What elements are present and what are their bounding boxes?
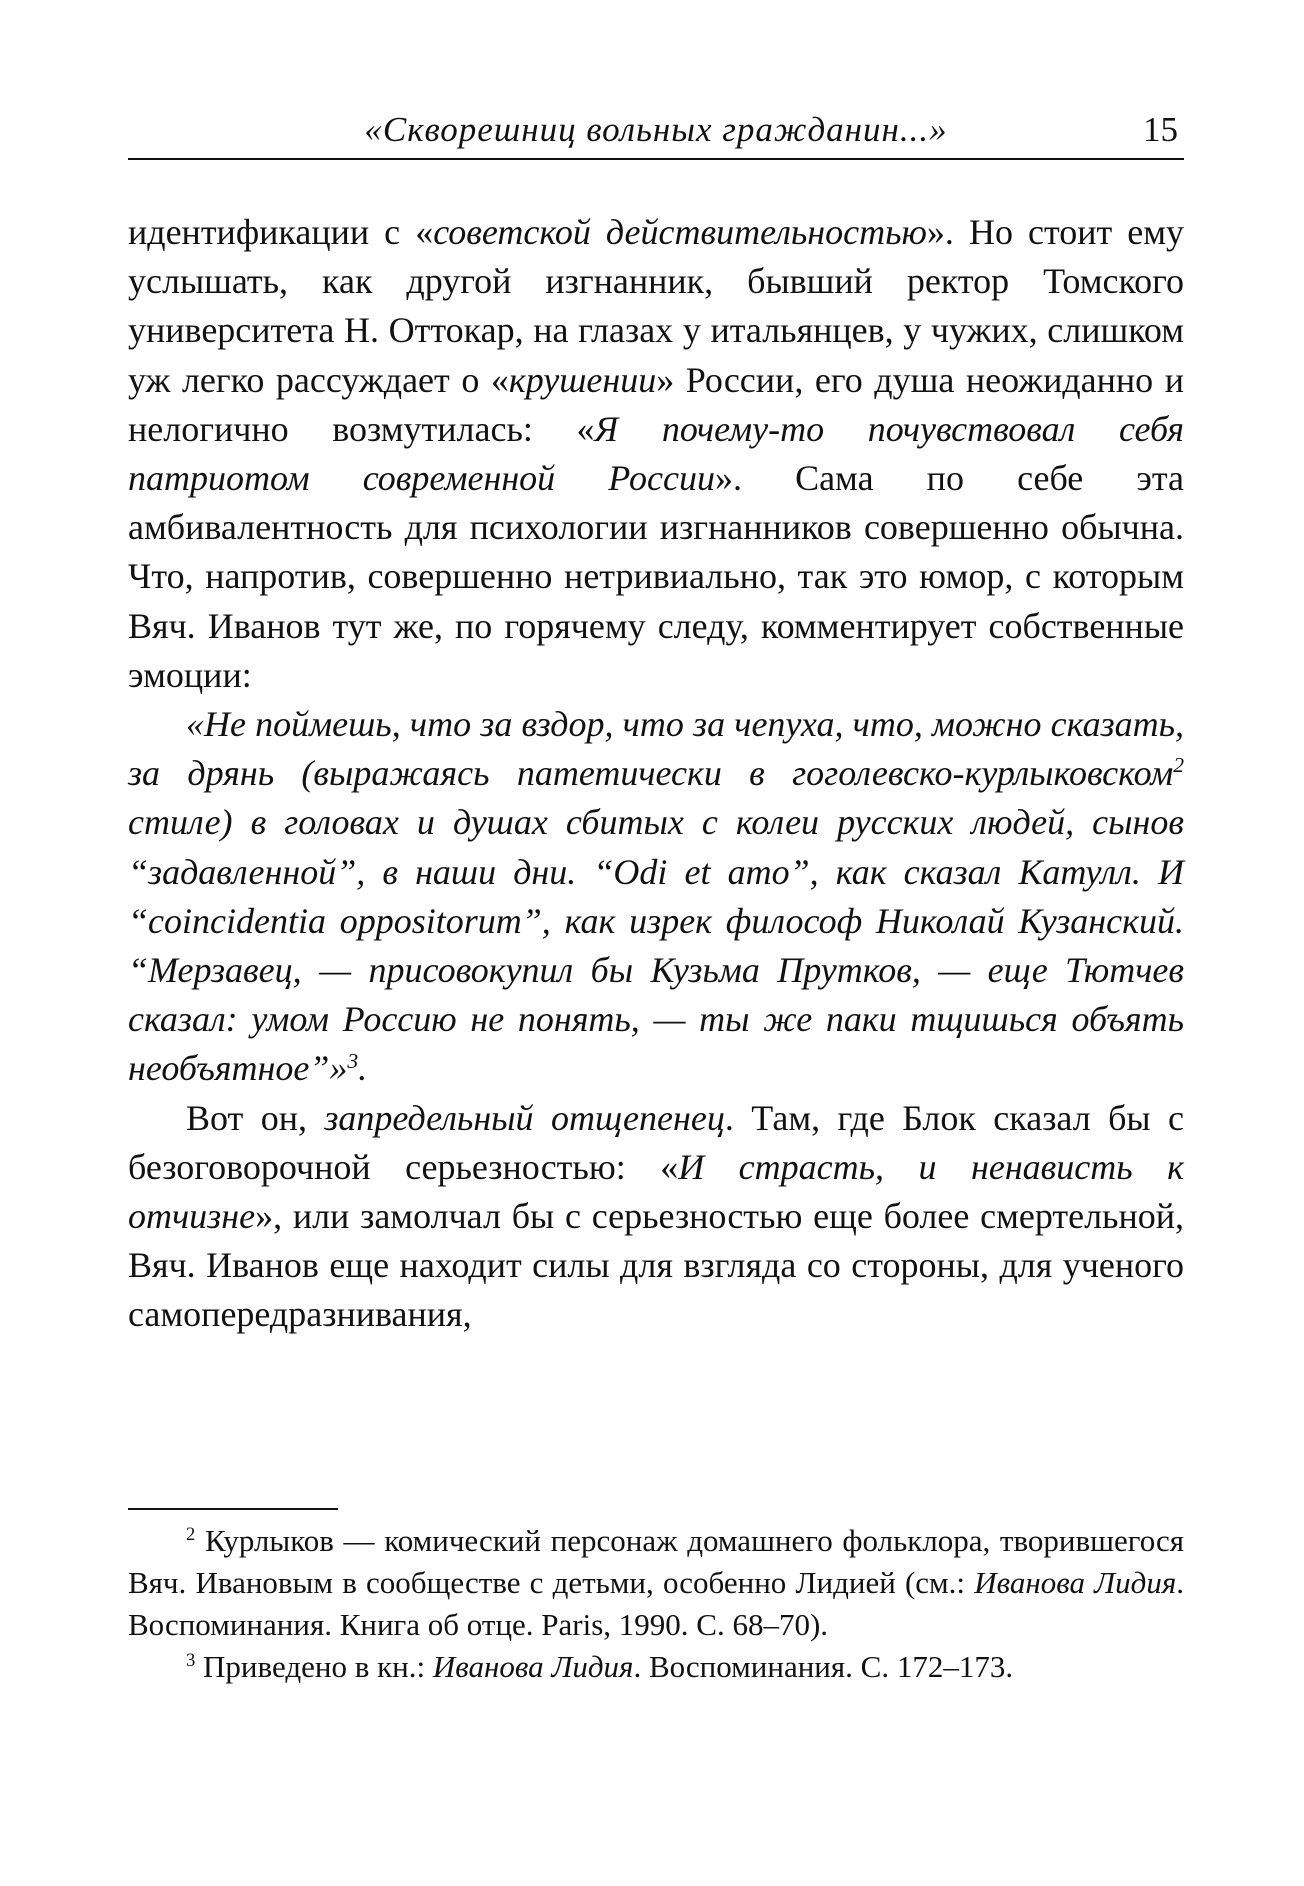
quote-text: . <box>358 1048 368 1089</box>
footnote-3 <box>128 1646 1184 1688</box>
footnote-number: 3 <box>186 1649 196 1671</box>
italic-run: запредельный отщепенец <box>324 1097 725 1138</box>
paragraph-1 <box>128 208 1184 700</box>
footnote-2 <box>128 1520 1184 1646</box>
italic-run: советской действительностью <box>433 212 927 252</box>
main-text <box>128 208 1184 1340</box>
running-head <box>128 108 1184 160</box>
italic-run: Я почему-то почувствовал себя патриотом современной России <box>128 408 1184 499</box>
text-run: » России, его душа неожиданно и нелогично возмутилась: « <box>128 359 1185 449</box>
footnote-text: Приведено в кн.: <box>195 1649 433 1684</box>
text-run: Вот он, <box>186 1097 325 1138</box>
text-run: идентификации с « <box>128 212 434 252</box>
footnote-italic: Иванова Лидия <box>432 1649 634 1684</box>
footnote-divider <box>128 1508 338 1510</box>
italic-run: крушении <box>508 359 657 400</box>
footnote-number: 2 <box>186 1523 196 1545</box>
paragraph-2 <box>128 1094 1184 1340</box>
footnote-italic: Иванова Лидия <box>974 1565 1177 1600</box>
running-title: «Скворешниц вольных гражданин...» <box>364 110 948 149</box>
footnote-text: . Воспоминания. Книга об отце. Paris, 1990. С. 68–70). <box>128 1565 1184 1642</box>
text-run: », или замолчал бы с серьезностью еще более смертельной, Вяч. Иванов еще находит силы для взгляда со стороны, для ученого самопередразнивания, <box>128 1196 1184 1335</box>
footnote-text: Курлыков — комический персонаж домашнего фольклора, творившегося Вяч. Ивановым в сообществе с детьми, особенно Лидией (см.: <box>128 1523 1184 1600</box>
text-run: . Там, где Блок сказал бы с безоговорочной серьезностью: « <box>128 1097 1184 1187</box>
quote-text: «Не поймешь, что за вздор, что за чепуха, что, можно сказать, за дрянь (выражаясь патетически в гоголевско-курлыковском <box>128 704 1184 794</box>
text-run: ». Но стоит ему услышать, как другой изгнанник, бывший ректор Томского университета Н. Оттокар, на глазах у итальянцев, у чужих, слишком уж легко рассуждает о « <box>128 212 1185 400</box>
page-number: 15 <box>1143 110 1178 149</box>
footnote-ref-3[interactable]: 3 <box>347 1048 359 1073</box>
text-run: ». Сама по себе эта амбивалентность для психологии изгнанников совершенно обычна. Что, напротив, совершенно нетривиально, так это юмор, с которым Вяч. Иванов тут же, по горячему следу, комментирует собственные эмоции: <box>128 458 1184 695</box>
footnotes <box>128 1520 1184 1688</box>
footnote-ref-2[interactable]: 2 <box>1173 753 1184 778</box>
footnote-text: . Воспоминания. С. 172–173. <box>633 1649 1014 1684</box>
block-quote <box>128 700 1184 1094</box>
italic-run: И страсть, и ненависть к отчизне <box>128 1146 1184 1237</box>
quote-text: стиле) в головах и душах сбитых с колеи русских людей, сынов “задавленной”, в наши дни. “Odi et amo”, как сказал Катулл. И “coincidentia oppositorum”, как изрек философ Николай Кузанский. “Мерзавец, — присовокупил бы Кузьма Прутков, — еще Тютчев сказал: умом Россию не понять, — ты же паки тщишься объять необъятное”» <box>128 802 1184 1089</box>
